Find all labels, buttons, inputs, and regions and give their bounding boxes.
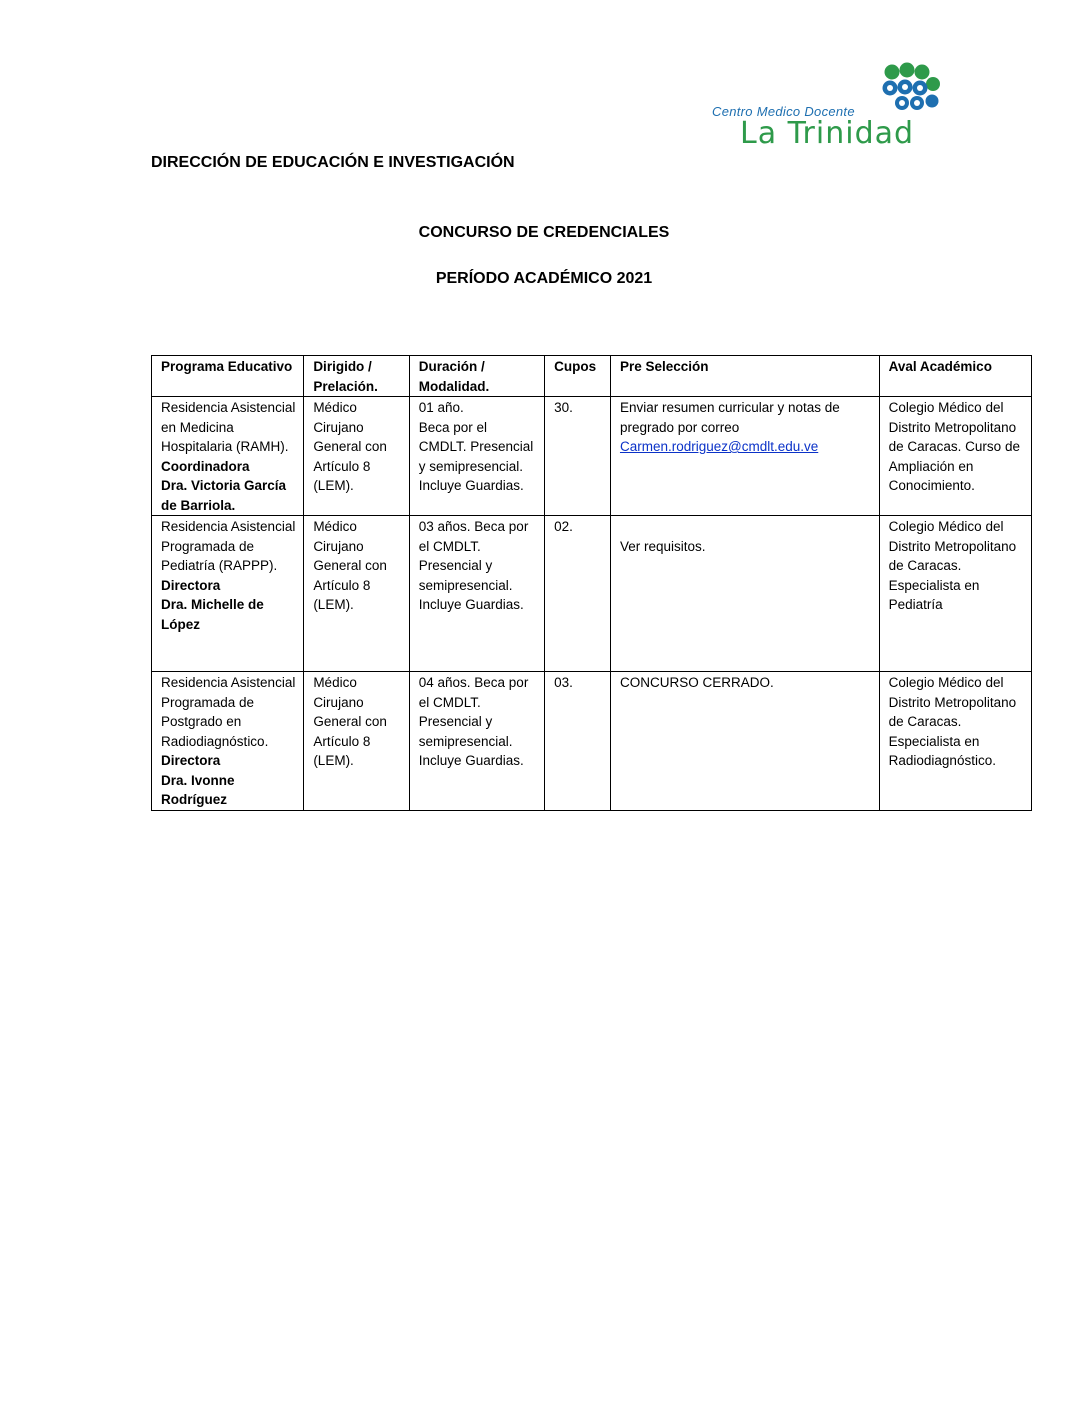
header-cupos: Cupos <box>545 356 611 397</box>
header-target: Dirigido / Prelación. <box>304 356 409 397</box>
program-role: Directora <box>161 753 221 768</box>
target-cell: Médico Cirujano General con Artículo 8 (LEM). <box>304 516 409 672</box>
program-person: Dra. Michelle de López <box>161 597 264 632</box>
preselection-cell <box>610 516 879 672</box>
table-row <box>152 516 1032 672</box>
logo <box>706 60 946 150</box>
cupos-cell: 30. <box>545 397 611 516</box>
duration-text: 03 años. Beca por el CMDLT. <box>418 519 529 554</box>
duration-cell <box>409 397 544 516</box>
header-preselection: Pre Selección <box>610 356 879 397</box>
program-role: Directora <box>161 577 221 593</box>
modality-text: Presencial y semipresencial. Incluye Guardias. <box>418 558 524 612</box>
modality-text: Beca por el CMDLT. Presencial y semipresencial. Incluye Guardias. <box>418 419 534 493</box>
target-cell: Médico Cirujano General con Artículo 8 (LEM). <box>304 672 409 811</box>
program-cell <box>152 672 304 811</box>
cupos-cell: 03. <box>545 672 611 811</box>
header-program: Programa Educativo <box>152 356 304 397</box>
duration-text: 01 año. <box>418 400 464 415</box>
aval-cell: Colegio Médico del Distrito Metropolitano de Caracas. Especialista en Radiodiagnóstico. <box>879 672 1031 811</box>
department-heading: DIRECCIÓN DE EDUCACIÓN E INVESTIGACIÓN <box>151 154 515 171</box>
header-duration: Duración / Modalidad. <box>409 356 544 397</box>
duration-text: 04 años. Beca por el CMDLT. <box>418 675 529 710</box>
program-cell <box>152 397 304 516</box>
target-cell: Médico Cirujano General con Artículo 8 (LEM). <box>304 397 409 516</box>
programs-table <box>151 355 1032 811</box>
logo-subtitle: Centro Medico Docente <box>712 104 855 119</box>
page-title: CONCURSO DE CREDENCIALES <box>418 224 670 241</box>
preselection-cell: CONCURSO CERRADO. <box>610 672 879 811</box>
program-name: Residencia Asistencial Programada de Postgrado en Radiodiagnóstico. <box>161 675 296 749</box>
cupos-cell: 02. <box>545 516 611 672</box>
aval-cell: Colegio Médico del Distrito Metropolitano de Caracas. Curso de Ampliación en Conocimiento. <box>879 397 1031 516</box>
table-row <box>152 672 1032 811</box>
modality-text: Presencial y semipresencial. Incluye Guardias. <box>418 714 524 768</box>
preselection-cell <box>610 397 879 516</box>
aval-cell: Colegio Médico del Distrito Metropolitano de Caracas. Especialista en Pediatría <box>879 516 1031 672</box>
preselection-spacer <box>620 517 871 537</box>
duration-cell <box>409 516 544 672</box>
table-header-row <box>152 356 1032 397</box>
program-name: Residencia Asistencial Programada de Pediatría (RAPPP). <box>161 519 296 573</box>
program-cell <box>152 516 304 672</box>
period-title: PERÍODO ACADÉMICO 2021 <box>435 270 653 287</box>
program-person: Dra. Victoria García de Barriola. <box>161 478 287 513</box>
program-role: Coordinadora <box>161 458 250 474</box>
email-link[interactable]: Carmen.rodriguez@cmdlt.edu.ve <box>619 439 819 454</box>
preselection-text: Ver requisitos. <box>619 538 706 554</box>
table-row <box>152 397 1032 516</box>
preselection-text: Enviar resumen curricular y notas de pregrado por correo <box>619 400 840 435</box>
header-aval: Aval Académico <box>879 356 1031 397</box>
logo-name: La Trinidad <box>740 116 915 151</box>
duration-cell <box>409 672 544 811</box>
program-name: Residencia Asistencial en Medicina Hospitalaria (RAMH). <box>161 400 296 454</box>
program-person: Dra. Ivonne Rodríguez <box>161 772 235 807</box>
